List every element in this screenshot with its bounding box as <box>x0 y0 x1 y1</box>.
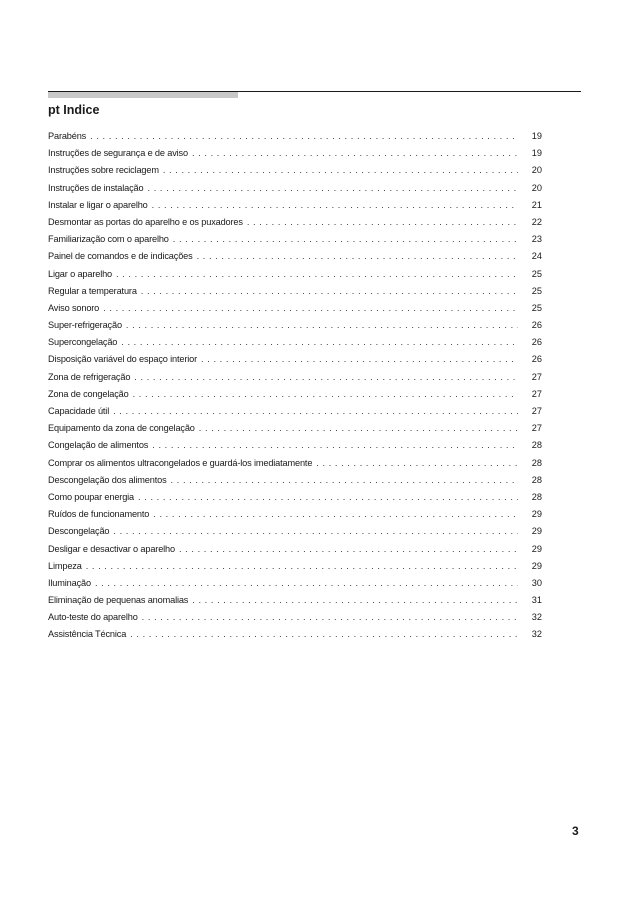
toc-dot-leader <box>247 214 518 231</box>
toc-entry-page: 19 <box>531 148 542 159</box>
toc-entry-page: 25 <box>531 268 542 279</box>
toc-dot-leader <box>134 369 518 386</box>
toc-entry-page: 20 <box>531 165 542 176</box>
toc-dot-leader <box>126 317 518 334</box>
toc-entry-page: 32 <box>531 629 542 640</box>
toc-entry[interactable] <box>48 575 542 592</box>
toc-dot-leader <box>103 300 518 317</box>
toc-entry[interactable] <box>48 128 542 145</box>
toc-entry-title: Desligar e desactivar o aparelho <box>48 543 175 554</box>
toc-entry[interactable] <box>48 455 542 472</box>
toc-entry-title: Auto-teste do aparelho <box>48 612 138 623</box>
toc-entry[interactable] <box>48 626 542 643</box>
page-title: pt Indice <box>48 103 100 117</box>
toc-entry-title: Familiarização com o aparelho <box>48 234 169 245</box>
toc-entry-title: Assistência Técnica <box>48 629 127 640</box>
toc-entry[interactable] <box>48 506 542 523</box>
toc-entry-title: Ligar o aparelho <box>48 268 113 279</box>
toc-entry-page: 27 <box>531 406 542 416</box>
toc-entry[interactable] <box>48 317 542 334</box>
toc-dot-leader <box>201 351 518 368</box>
toc-entry-title: Comprar os alimentos ultracongelados e guardá-los imediatamente <box>48 457 313 468</box>
toc-dot-leader <box>147 180 518 197</box>
toc-dot-leader <box>152 437 518 454</box>
toc-entry-page: 28 <box>531 474 542 485</box>
toc-entry-title: Disposição variável do espaço interior <box>48 354 198 365</box>
toc-dot-leader <box>199 420 518 437</box>
toc-entry[interactable] <box>48 214 542 231</box>
toc-entry-title: Como poupar energia <box>48 491 135 502</box>
toc-entry-title: Congelação de alimentos <box>48 440 149 451</box>
toc-entry[interactable] <box>48 420 542 437</box>
toc-entry[interactable] <box>48 403 542 420</box>
toc-entry-page: 28 <box>531 491 542 502</box>
toc-entry-page: 24 <box>531 251 542 262</box>
toc-entry-title: Regular a temperatura <box>48 285 137 296</box>
toc-entry[interactable] <box>48 300 542 317</box>
toc-entry[interactable] <box>48 180 542 197</box>
toc-entry-title: Eliminação de pequenas anomalias <box>48 595 189 606</box>
toc-entry[interactable] <box>48 266 542 283</box>
toc-entry[interactable] <box>48 351 542 368</box>
toc-entry-title: Super-refrigeração <box>48 320 122 331</box>
toc-entry-title: Supercongelação <box>48 337 118 348</box>
toc-dot-leader <box>192 145 518 162</box>
toc-entry-page: 25 <box>531 302 542 313</box>
toc-dot-leader <box>316 455 518 472</box>
toc-entry[interactable] <box>48 437 542 454</box>
toc-entry-page: 28 <box>531 457 542 468</box>
toc-dot-leader <box>152 197 518 214</box>
toc-entry-title: Zona de refrigeração <box>48 371 131 382</box>
toc-entry-page: 27 <box>531 423 542 434</box>
toc-entry-title: Zona de congelação <box>48 388 129 399</box>
toc-entry[interactable] <box>48 558 542 575</box>
toc-entry-title: Instruções sobre reciclagem <box>48 165 159 176</box>
toc-entry-page: 21 <box>531 199 542 210</box>
toc-entry-page: 30 <box>531 577 542 588</box>
toc-entry-title: Limpeza <box>48 560 82 571</box>
toc-dot-leader <box>138 489 518 506</box>
toc-entry[interactable] <box>48 248 542 265</box>
toc-entry-page: 26 <box>531 320 542 331</box>
toc-entry-page: 20 <box>531 182 542 193</box>
toc-entry-page: 29 <box>531 509 542 520</box>
toc-entry-title: Instruções de instalação <box>48 182 144 193</box>
toc-entry-title: Aviso sonoro <box>48 302 100 313</box>
toc-entry-title: Instalar e ligar o aparelho <box>48 199 148 210</box>
toc-entry-page: 27 <box>531 388 542 399</box>
toc-entry-page: 29 <box>531 560 542 571</box>
toc-entry-title: Ruídos de funcionamento <box>48 509 150 520</box>
toc-entry-page: 26 <box>531 337 542 348</box>
toc-entry-page: 32 <box>531 612 542 623</box>
toc-dot-leader <box>171 472 518 489</box>
toc-dot-leader <box>179 541 518 558</box>
toc-entry[interactable] <box>48 334 542 351</box>
toc-entry-title: Equipamento da zona de congelação <box>48 423 195 434</box>
toc-entry-title: Iluminação <box>48 577 91 588</box>
toc-entry[interactable] <box>48 197 542 214</box>
toc-entry-page: 29 <box>531 543 542 554</box>
toc-dot-leader <box>133 386 518 403</box>
toc-dot-leader <box>86 558 518 575</box>
toc-entry[interactable] <box>48 283 542 300</box>
toc-entry[interactable] <box>48 145 542 162</box>
toc-entry[interactable] <box>48 609 542 626</box>
toc-entry-title: Descongelação dos alimentos <box>48 474 167 485</box>
toc-dot-leader <box>163 162 518 179</box>
toc-entry[interactable] <box>48 386 542 403</box>
toc-entry-title: Descongelação <box>48 526 110 537</box>
toc-entry-page: 25 <box>531 285 542 296</box>
toc-dot-leader <box>95 575 518 592</box>
toc-entry-page: 19 <box>531 131 542 141</box>
toc-entry-title: Painel de comandos e de indicações <box>48 251 193 262</box>
toc-entry-page: 31 <box>531 595 542 606</box>
page-number: 3 <box>572 824 579 838</box>
toc-entry-page: 26 <box>531 354 542 365</box>
toc-entry[interactable] <box>48 541 542 558</box>
toc-dot-leader <box>192 592 518 609</box>
toc-entry-title: Instruções de segurança e de aviso <box>48 148 188 159</box>
toc-entry-page: 22 <box>531 216 542 227</box>
toc-entry-page: 29 <box>531 526 542 537</box>
toc-entry-page: 23 <box>531 234 542 245</box>
toc-dot-leader <box>153 506 518 523</box>
toc-dot-leader <box>90 128 518 145</box>
toc-entry[interactable] <box>48 369 542 386</box>
toc-entry-title: Parabéns <box>48 131 87 141</box>
toc-entry[interactable] <box>48 231 542 248</box>
toc-dot-leader <box>116 266 518 283</box>
toc-dot-leader <box>113 523 518 540</box>
toc-dot-leader <box>113 403 518 420</box>
toc-dot-leader <box>141 283 518 300</box>
toc-dot-leader <box>130 626 518 643</box>
toc-dot-leader <box>142 609 518 626</box>
toc-entry[interactable] <box>48 489 542 506</box>
toc-entry[interactable] <box>48 472 542 489</box>
toc-entry[interactable] <box>48 162 542 179</box>
header-accent-bar <box>48 92 238 98</box>
toc-dot-leader <box>173 231 518 248</box>
table-of-contents <box>48 128 542 644</box>
toc-dot-leader <box>121 334 518 351</box>
toc-entry-title: Desmontar as portas do aparelho e os puxadores <box>48 216 243 227</box>
toc-entry-page: 28 <box>531 440 542 451</box>
toc-entry-title: Capacidade útil <box>48 406 110 416</box>
toc-entry-page: 27 <box>531 371 542 382</box>
toc-entry[interactable] <box>48 592 542 609</box>
toc-entry[interactable] <box>48 523 542 540</box>
toc-dot-leader <box>197 248 518 265</box>
